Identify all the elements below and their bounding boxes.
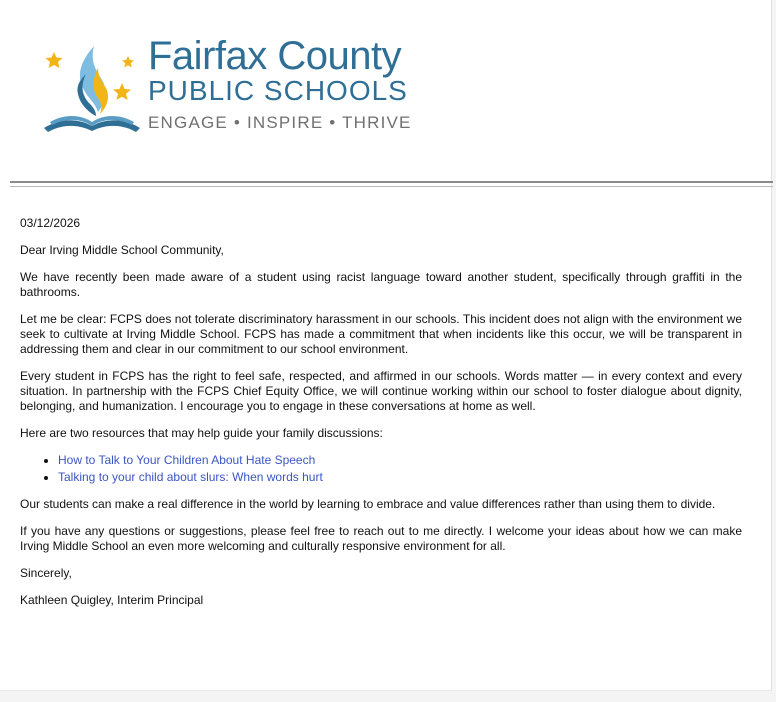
- paragraph-resources-intro: Here are two resources that may help guide your family discussions:: [20, 426, 383, 440]
- letter-date: 03/12/2026: [20, 216, 81, 230]
- signoff: Sincerely,: [20, 566, 72, 580]
- resource-link-slurs[interactable]: Talking to your child about slurs: When words hurt: [58, 470, 323, 484]
- paragraph-differences: Our students can make a real difference in the world by learning to embrace and value differences rather than using them to divide.: [20, 497, 716, 511]
- paragraph-incident: We have recently been made aware of a student using racist language toward another student, specifically through graffiti in the bathrooms.: [20, 270, 742, 299]
- brand-text: [148, 34, 412, 134]
- torch-book-emblem-icon: [36, 38, 146, 138]
- letter-body: [20, 216, 742, 620]
- list-item: [58, 470, 742, 485]
- fcps-logo: [36, 34, 436, 144]
- brand-subtitle: PUBLIC SCHOOLS: [148, 75, 408, 106]
- brand-name: Fairfax County: [148, 34, 402, 78]
- signature: Kathleen Quigley, Interim Principal: [20, 593, 204, 607]
- resource-link-hate-speech[interactable]: How to Talk to Your Children About Hate Speech: [58, 453, 316, 467]
- salutation: Dear Irving Middle School Community,: [20, 243, 224, 257]
- paragraph-policy: Let me be clear: FCPS does not tolerate discriminatory harassment in our schools. This incident does not align with the environment we seek to cultivate at Irving Middle School. FCPS has made a commitment that when incidents like this occur, we will be transparent in addressing them and clear in our commitment to our school environment.: [20, 312, 742, 356]
- paragraph-rights: Every student in FCPS has the right to feel safe, respected, and affirmed in our schools. Words matter — in every context and every situation. In partnership with the FCPS Chief Equity Office, we will continue working within our school to foster dialogue about dignity, belonging, and humanization. I encourage you to engage in these conversations at home as well.: [20, 369, 742, 413]
- brand-tagline: ENGAGE • INSPIRE • THRIVE: [148, 113, 412, 132]
- resource-list: [20, 453, 742, 485]
- list-item: [58, 453, 742, 468]
- paragraph-contact: If you have any questions or suggestions, please feel free to reach out to me directly. I welcome your ideas about how we can make Irving Middle School an even more welcoming and culturally responsive environment for all.: [20, 524, 742, 553]
- header-divider: [10, 181, 773, 187]
